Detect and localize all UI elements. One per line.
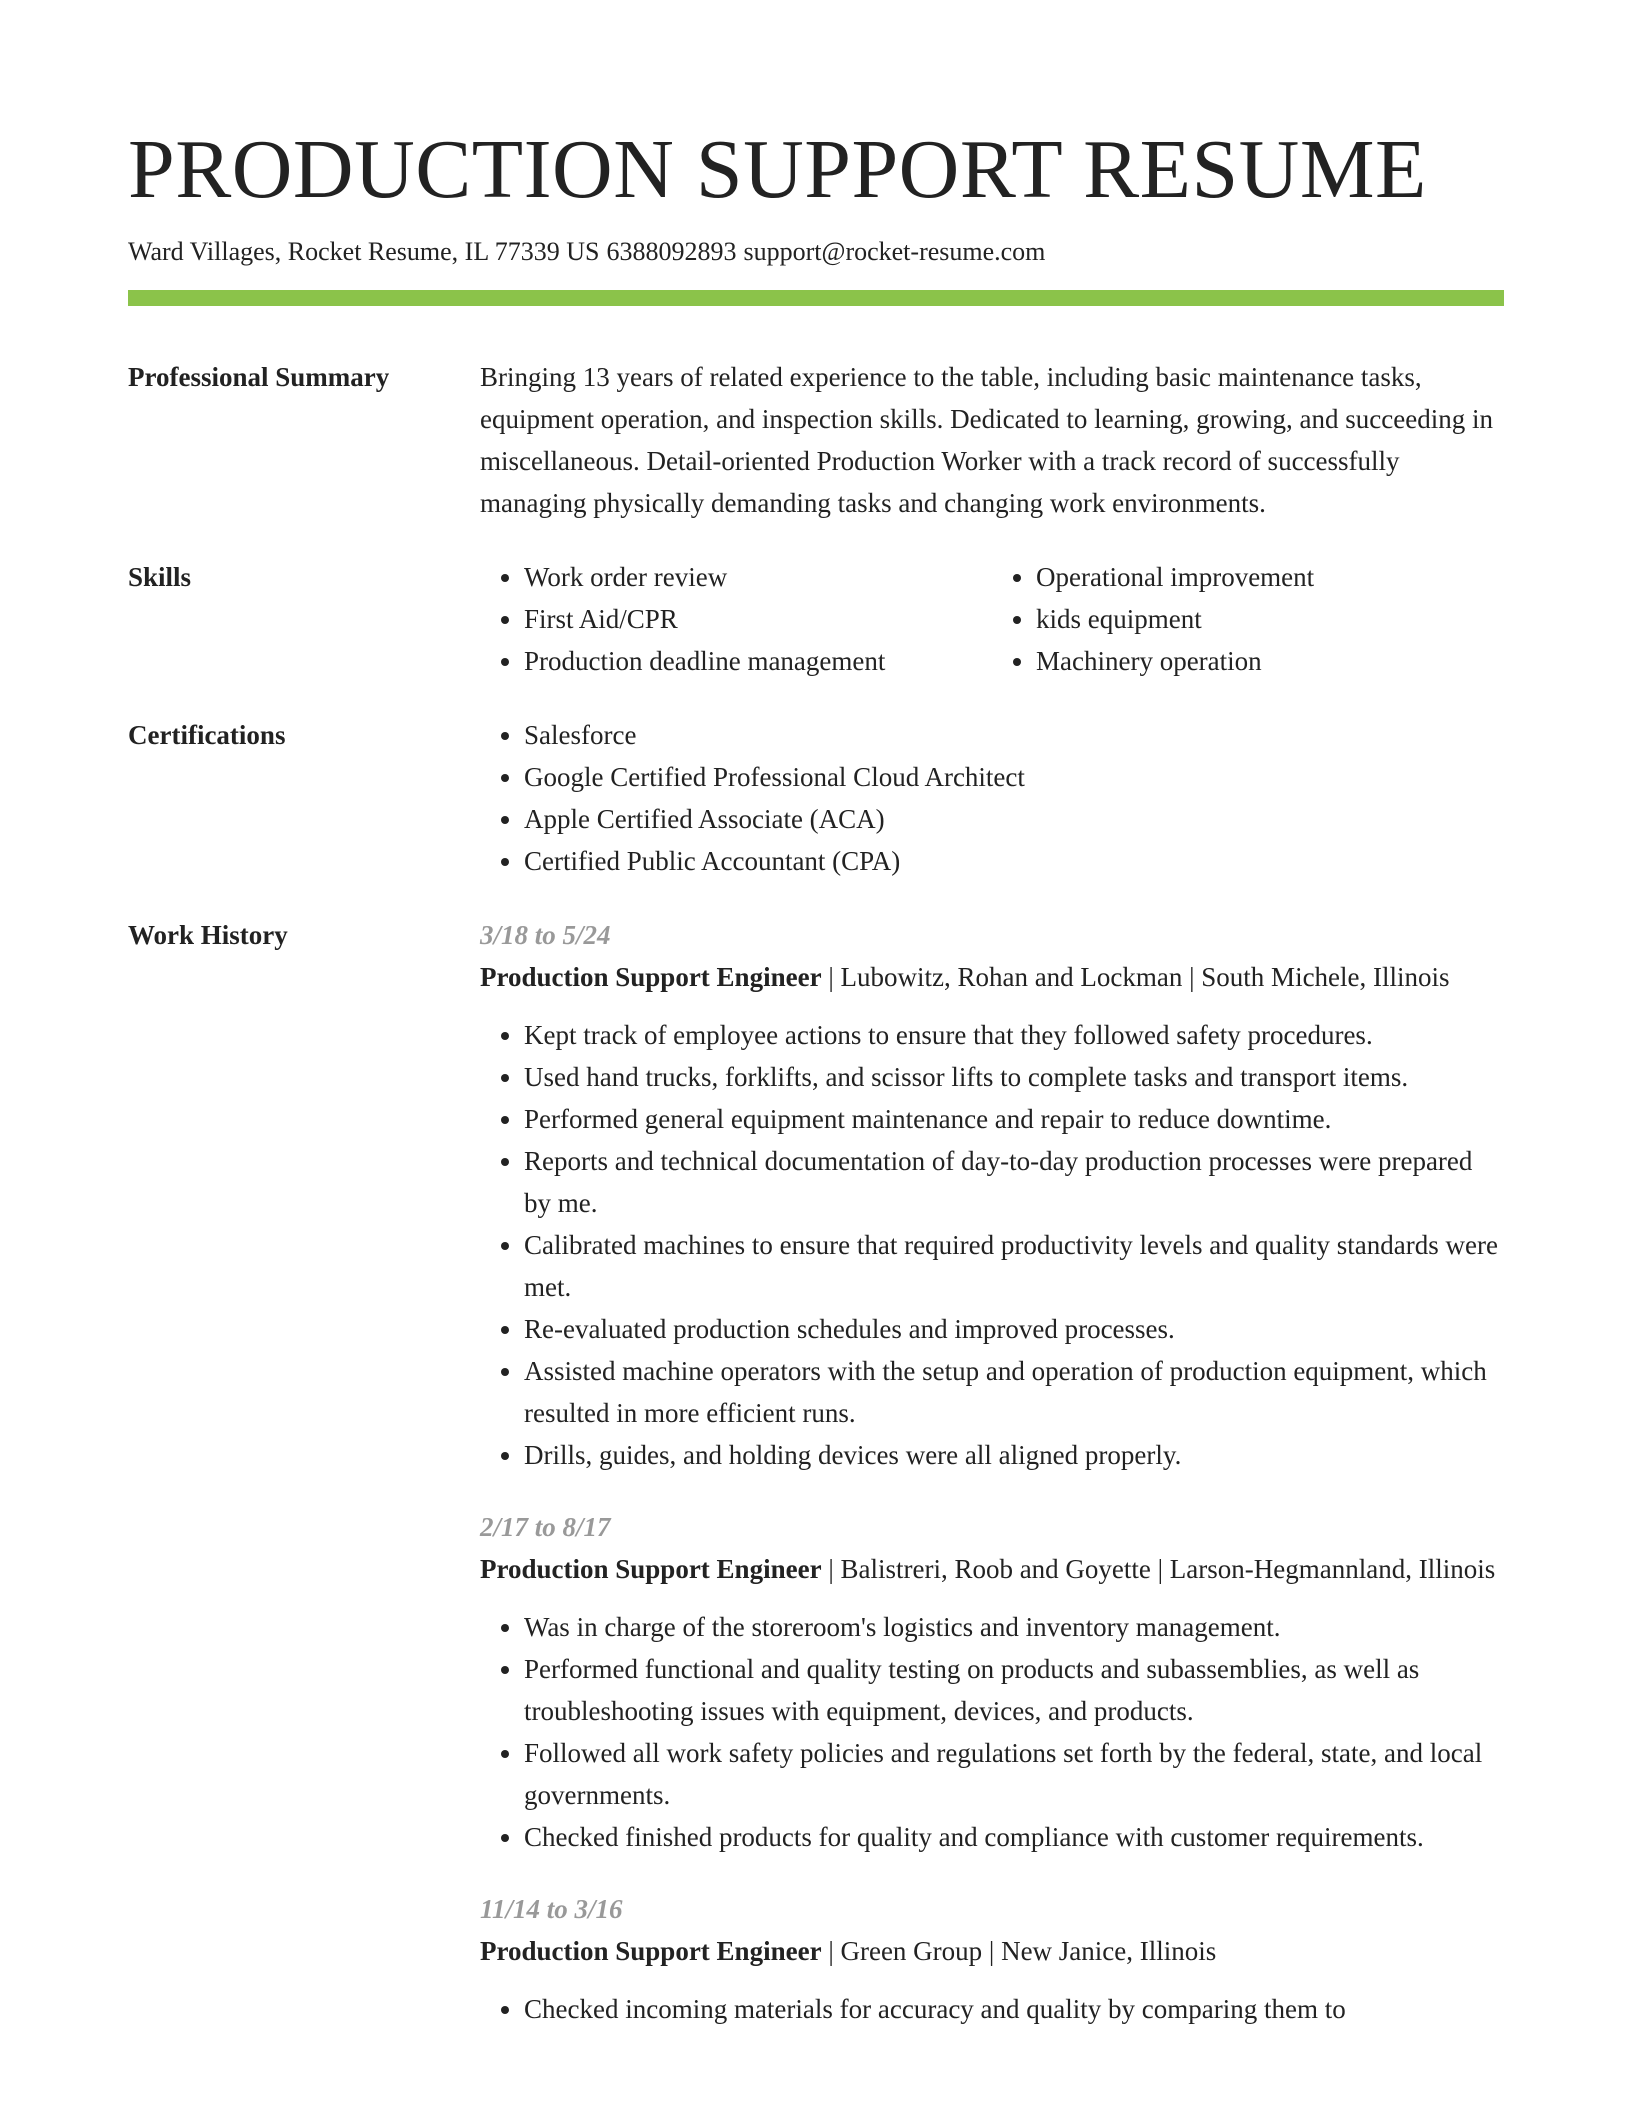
list-item: • Apple Certified Associate (ACA) xyxy=(524,798,1504,840)
list-item: • Assisted machine operators with the setup and operation of production equipment, which resulted in more efficient runs. xyxy=(524,1350,1504,1434)
job-bullets xyxy=(480,1606,1504,1858)
certifications-section xyxy=(128,714,1504,882)
contact-line xyxy=(128,234,1504,270)
job-dates: 2/17 to 8/17 xyxy=(480,1512,611,1542)
job-entry xyxy=(480,914,1504,1476)
job-entry xyxy=(480,1888,1504,2030)
list-item: • Certified Public Accountant (CPA) xyxy=(524,840,1504,882)
certifications-list xyxy=(480,714,1504,882)
summary-section xyxy=(128,356,1504,524)
list-item: • Operational improvement xyxy=(1036,556,1504,598)
work-history-label: Work History xyxy=(128,920,288,950)
skills-list-right xyxy=(992,556,1504,682)
list-item: • Kept track of employee actions to ensure that they followed safety procedures. xyxy=(524,1014,1504,1056)
job-bullets xyxy=(480,1988,1504,2030)
job-heading xyxy=(480,1548,1504,1590)
skills-section xyxy=(128,556,1504,682)
summary-text: Bringing 13 years of related experience to the table, including basic maintenance tasks, equipment operation, and inspection skills. Dedicated to learning, growing, and succeeding in miscellaneous. Detail-oriented Production Worker with a track record of successfully managing physically demanding tasks and changing work environments. xyxy=(480,362,1493,518)
job-title: Production Support Engineer xyxy=(480,962,822,992)
job-details: | Balistreri, Roob and Goyette | Larson-Hegmannland, Illinois xyxy=(821,1554,1496,1584)
job-details: | Lubowitz, Rohan and Lockman | South Michele, Illinois xyxy=(821,962,1450,992)
resume-page xyxy=(128,118,1504,2060)
list-item: • Checked finished products for quality and compliance with customer requirements. xyxy=(524,1816,1504,1858)
list-item: • kids equipment xyxy=(1036,598,1504,640)
contact-phone: 6388092893 xyxy=(606,237,737,266)
list-item: • Drills, guides, and holding devices were all aligned properly. xyxy=(524,1434,1504,1476)
job-title: Production Support Engineer xyxy=(480,1936,822,1966)
list-item: • First Aid/CPR xyxy=(524,598,992,640)
job-dates: 11/14 to 3/16 xyxy=(480,1894,623,1924)
list-item: • Calibrated machines to ensure that required productivity levels and quality standards were met. xyxy=(524,1224,1504,1308)
list-item: • Was in charge of the storeroom's logistics and inventory management. xyxy=(524,1606,1504,1648)
skills-grid xyxy=(480,556,1504,682)
list-item: • Used hand trucks, forklifts, and scissor lifts to complete tasks and transport items. xyxy=(524,1056,1504,1098)
job-entry xyxy=(480,1506,1504,1858)
list-item: • Performed general equipment maintenance and repair to reduce downtime. xyxy=(524,1098,1504,1140)
list-item: • Production deadline management xyxy=(524,640,992,682)
list-item: • Followed all work safety policies and regulations set forth by the federal, state, and local governments. xyxy=(524,1732,1504,1816)
job-title: Production Support Engineer xyxy=(480,1554,822,1584)
list-item: • Reports and technical documentation of day-to-day production processes were prepared by me. xyxy=(524,1140,1504,1224)
list-item: • Re-evaluated production schedules and improved processes. xyxy=(524,1308,1504,1350)
header-accent-rule xyxy=(128,290,1504,306)
list-item: • Work order review xyxy=(524,556,992,598)
job-heading xyxy=(480,1930,1504,1972)
contact-address: Ward Villages, Rocket Resume, IL 77339 US xyxy=(128,237,600,266)
skills-list-left xyxy=(480,556,992,682)
work-history-section xyxy=(128,914,1504,2060)
list-item: • Machinery operation xyxy=(1036,640,1504,682)
list-item: • Salesforce xyxy=(524,714,1504,756)
skills-label: Skills xyxy=(128,562,192,592)
certifications-label: Certifications xyxy=(128,720,286,750)
job-details: | Green Group | New Janice, Illinois xyxy=(821,1936,1217,1966)
contact-email: support@rocket-resume.com xyxy=(743,237,1046,266)
job-dates: 3/18 to 5/24 xyxy=(480,920,611,950)
list-item: • Google Certified Professional Cloud Architect xyxy=(524,756,1504,798)
job-bullets xyxy=(480,1014,1504,1476)
job-heading xyxy=(480,956,1504,998)
resume-title: PRODUCTION SUPPORT RESUME xyxy=(128,123,1427,216)
list-item: • Performed functional and quality testing on products and subassemblies, as well as troubleshooting issues with equipment, devices, and products. xyxy=(524,1648,1504,1732)
list-item: • Checked incoming materials for accuracy and quality by comparing them to xyxy=(524,1988,1504,2030)
summary-label: Professional Summary xyxy=(128,362,390,392)
